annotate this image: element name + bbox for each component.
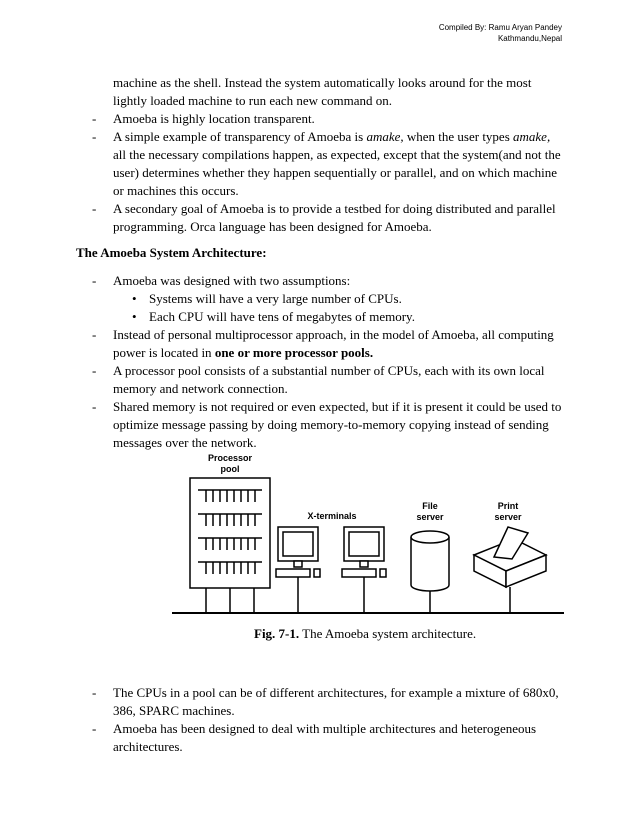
file-server-label: server [416,512,444,522]
amake-term: amake, [366,129,404,144]
processor-label: Processor [207,453,253,463]
figure-caption-text: The Amoeba system architecture. [299,626,477,641]
list-item: - A secondary goal of Amoeba is to provide a testbed for doing distributed and parallel programming. Orca language has been designed for Amoeba. [92,201,556,234]
list-item: - Shared memory is not required or even expected, but if it is present it could be used to optimize message passing by doing memory-to-memory copying instead of sending messages over the network. [92,399,562,450]
page-header [439,22,562,44]
xterminals-label: X-terminals [307,511,357,521]
list-item: - Amoeba has been designed to deal with multiple architectures and heterogeneous architectures. [92,721,537,754]
file-label: File [422,501,438,511]
sub-bullet: • Each CPU will have tens of megabytes of memory. [132,309,415,324]
list-item: - A processor pool consists of a substantial number of CPUs, each with its own local memory and network connection. [92,363,545,396]
author-line: Compiled By: Ramu Aryan Pandey [438,23,562,32]
list-item: - Amoeba is highly location transparent. [92,111,315,126]
section-heading: The Amoeba System Architecture: [76,245,267,260]
figure-number: Fig. 7-1. [254,626,300,641]
list-item-amake: - A simple example of transparency of Amoeba is amake, when the user types amake, all the necessary compilations happen, as expected, except that the system(and not the user) determines whether they happen sequentially or parallel, and on which machine or machines this occurs. [92,129,561,198]
architecture-diagram [168,447,566,647]
sub-bullet: • Systems will have a very large number of CPUs. [132,291,402,306]
figure-caption [254,626,476,642]
print-server [474,527,546,613]
list-item: - Instead of personal multiprocessor approach, in the model of Amoeba, all computing power is located in one or more processor pools. [92,327,554,360]
list-item: - Amoeba was designed with two assumptions: [92,273,351,288]
file-server [411,531,449,613]
bold-term: one or more processor pools. [214,345,374,360]
print-server-label: server [494,512,522,522]
pool-label: pool [220,464,240,474]
x-terminal-2 [342,527,386,613]
list-item: - The CPUs in a pool can be of different architectures, for example a mixture of 680x0, 386, SPARC machines. [92,685,559,718]
location-line: Kathmandu,Nepal [497,34,562,43]
continuation-text: machine as the shell. Instead the system automatically looks around for the most lightly loaded machine to run each new command on. [113,75,532,108]
print-label: Print [497,501,519,511]
x-terminal-1 [276,527,320,613]
bottom-text [76,684,562,756]
amake-term: amake, [513,129,551,144]
processor-pool-cabinet [190,478,270,588]
body-text [76,74,562,452]
